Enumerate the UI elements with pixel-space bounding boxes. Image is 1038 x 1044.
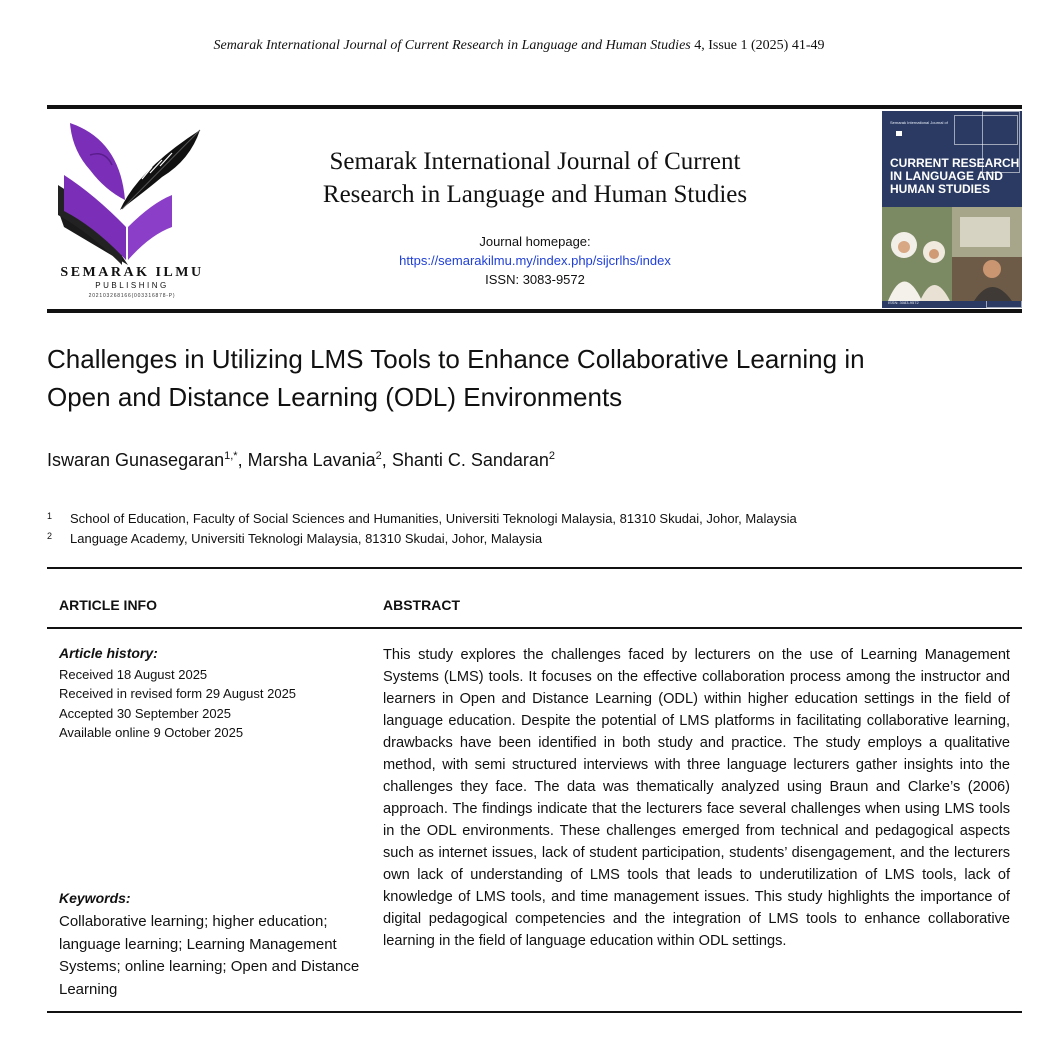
journal-title-line1: Semarak International Journal of Current	[329, 148, 741, 175]
abstract-text: This study explores the challenges faced by lecturers on the use of Learning Management Systems (LMS) tools. It focuses on the effective collaboration process among the instructor and learners in Open and Distance Learning (ODL) within higher education settings in the field of language education. Despite the potential of LMS platforms in facilitating collaborative learning, drawbacks have been identified in both study and practice. The study employs a qualitative method, with semi structured interviews with three language lecturers gather insights into the challenges they face. The data was thematically analyzed using Braun and Clarke’s (2006) approach. The findings indicate that the lecturers face several challenges when using LMS tools in the ODL environments. These challenges emerged from technical and pedagogical aspects such as internet issues, lack of student participation, students’ disengagement, and the lecturers own lack of understanding of LMS tools that leads to underutilization of LMS tools, lack of knowledge of LMS tools, and time management issues. This study highlights the importance of digital pedagogical competencies and the integration of LMS tools to enhance collaborative learning in the field of language education within ODL settings.	[383, 647, 1010, 949]
running-head-issue: 4, Issue 1 (2025) 41-49	[690, 38, 825, 53]
history-item: Accepted 30 September 2025	[59, 706, 232, 721]
affiliation-text: School of Education, Faculty of Social Sciences and Humanities, Universiti Teknologi Malaysia, 81310 Skudai, Johor, Malaysia	[70, 511, 797, 526]
affiliation-text: Language Academy, Universiti Teknologi Malaysia, 81310 Skudai, Johor, Malaysia	[70, 531, 543, 546]
cover-photo-icon	[882, 207, 1022, 301]
homepage-link[interactable]: https://semarakilmu.my/index.php/sijcrlhs/index	[399, 253, 671, 268]
info-top-rule	[47, 567, 1022, 569]
cover-issn: ISSN: 3083-9572	[888, 300, 919, 305]
masthead-top-rule	[47, 105, 1022, 109]
author-name: Marsha Lavania	[247, 450, 376, 470]
history-item: Available online 9 October 2025	[59, 725, 244, 740]
journal-cover	[882, 111, 1022, 308]
cover-title-line2: IN LANGUAGE AND	[890, 169, 1003, 183]
cover-title	[890, 157, 1020, 196]
article-title	[47, 340, 1007, 416]
cover-title-line3: HUMAN STUDIES	[890, 182, 991, 196]
article-title-line1: Challenges in Utilizing LMS Tools to Enhance Collaborative Learning in	[47, 344, 865, 374]
abstract-heading: ABSTRACT	[383, 597, 460, 613]
affiliation	[47, 531, 542, 546]
info-bottom-rule	[47, 1011, 1022, 1013]
running-head	[0, 38, 1038, 54]
publisher-sub: PUBLISHING	[95, 281, 169, 290]
cover-title-line1: CURRENT RESEARCH	[890, 156, 1020, 170]
keywords-text: Collaborative learning; higher education; language learning; Learning Management Systems; online learning; Open and Distance Learning	[59, 913, 360, 998]
journal-title	[265, 145, 805, 211]
authors	[47, 450, 555, 471]
masthead-bottom-rule	[47, 309, 1022, 313]
issn: ISSN: 3083-9572	[485, 272, 585, 287]
keywords-title: Keywords:	[59, 890, 131, 906]
publisher-name: SEMARAK ILMU	[60, 265, 204, 280]
author-name: Shanti C. Sandaran	[391, 450, 549, 470]
author-name: Iswaran Gunasegaran	[47, 450, 225, 470]
author-affiliation-marker: 2	[548, 450, 556, 462]
info-mid-rule	[47, 627, 1022, 629]
author-affiliation-marker: 2	[375, 450, 382, 462]
author-separator: ,	[381, 450, 392, 470]
cover-box-icon	[896, 131, 902, 136]
article-title-line2: Open and Distance Learning (ODL) Environments	[47, 382, 623, 412]
author-separator: ,	[237, 450, 248, 470]
article-info-heading: ARTICLE INFO	[59, 597, 157, 613]
affiliation-number: 2	[47, 531, 53, 541]
homepage-label: Journal homepage:	[479, 234, 591, 249]
publisher-registration: 202103268166(003316878-P)	[88, 293, 176, 299]
history-item: Received 18 August 2025	[59, 667, 208, 682]
journal-title-line2: Research in Language and Human Studies	[322, 181, 748, 208]
cover-small-text: Semarak International Journal of	[890, 120, 948, 125]
affiliation-number: 1	[47, 511, 53, 521]
running-head-journal: Semarak International Journal of Current Research in Language and Human Studies	[213, 38, 691, 53]
author-affiliation-marker: 1,*	[224, 450, 238, 462]
affiliation	[47, 511, 797, 526]
article-history-title: Article history:	[59, 645, 158, 661]
history-item: Received in revised form 29 August 2025	[59, 686, 297, 701]
